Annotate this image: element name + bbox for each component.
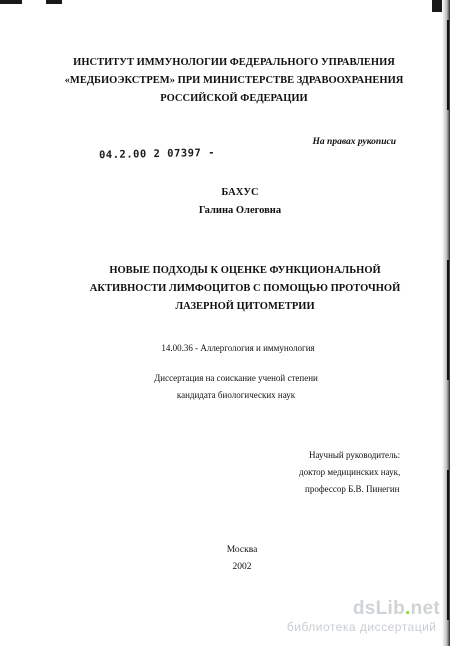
scan-edge-top: [0, 0, 450, 14]
author-name: Галина Олеговна: [198, 205, 282, 216]
advisor-line: Научный руководитель:: [309, 450, 401, 460]
dissertation-title: [0, 262, 450, 316]
advisor-line: доктор медицинских наук,: [299, 467, 401, 477]
advisor-line: профессор Б.В. Пинегин: [305, 484, 400, 494]
watermark-logo: [281, 598, 440, 620]
scientific-advisor: [295, 447, 400, 498]
institution-line: ИНСТИТУТ ИММУНОЛОГИИ ФЕДЕРАЛЬНОГО УПРАВЛЕНИЯ: [73, 57, 395, 68]
watermark-logo-dot: .: [405, 598, 411, 619]
year: 2002: [232, 562, 252, 572]
institution-header: [0, 54, 450, 108]
watermark-logo-tld: net: [410, 598, 440, 619]
specialty-code: 14.00.36 - Аллергология и иммунология: [161, 343, 315, 353]
title-line: ЛАЗЕРНОЙ ЦИТОМЕТРИИ: [175, 301, 315, 312]
registration-stamp: 04.2.00 2 07397 -: [98, 146, 216, 162]
institution-line: РОССИЙСКОЙ ФЕДЕРАЦИИ: [160, 93, 308, 104]
city-year: [0, 542, 450, 576]
manuscript-rights-note: На правах рукописи: [312, 137, 396, 147]
author-block: [0, 184, 450, 220]
city: Москва: [226, 545, 258, 555]
watermark: [281, 598, 440, 635]
scan-artifact: [46, 0, 62, 4]
degree-line: кандидата биологических наук: [176, 390, 296, 400]
scan-artifact: [0, 0, 22, 4]
title-line: АКТИВНОСТИ ЛИМФОЦИТОВ С ПОМОЩЬЮ ПРОТОЧНОЙ: [89, 283, 401, 294]
watermark-logo-main: dsLib: [352, 598, 405, 619]
institution-line: «МЕДБИОЭКСТРЕМ» ПРИ МИНИСТЕРСТВЕ ЗДРАВООХРАНЕНИЯ: [64, 75, 404, 86]
author-surname: БАХУС: [221, 187, 259, 198]
degree-statement: [0, 370, 450, 404]
title-line: НОВЫЕ ПОДХОДЫ К ОЦЕНКЕ ФУНКЦИОНАЛЬНОЙ: [109, 265, 381, 276]
watermark-tagline: библиотека диссертаций: [286, 620, 437, 634]
degree-line: Диссертация на соискание ученой степени: [154, 373, 318, 383]
